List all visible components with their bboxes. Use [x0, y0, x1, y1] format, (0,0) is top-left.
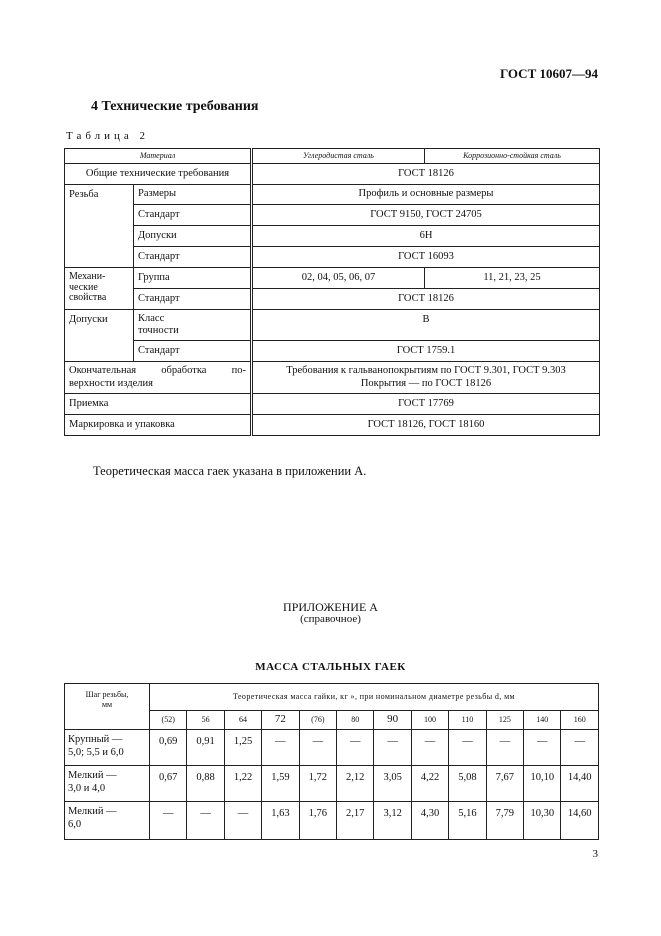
acceptance-label: Приемка	[65, 394, 252, 415]
mass-cell: —	[337, 730, 374, 766]
mass-cell: 5,08	[449, 766, 486, 802]
mass-note: Теоретическая масса гаек указана в приложении А.	[93, 464, 367, 478]
table-label: Таблица 2	[66, 130, 150, 142]
row-step: Мелкий — 6,0	[65, 802, 150, 840]
surface-finish-value: Требования к гальванопокрытиям по ГОСТ 9.301, ГОСТ 9.303 Покрытия — по ГОСТ 18126	[252, 362, 600, 394]
row-step: Мелкий — 3,0 и 4,0	[65, 766, 150, 802]
thread-sizes-value: Профиль и основные размеры	[252, 185, 600, 205]
thread-label: Резьба	[65, 185, 134, 268]
mass-cell: 5,16	[449, 802, 486, 840]
mass-header: Теоретическая масса гайки, кг », при номинальном диаметре резьбы d, мм	[150, 684, 599, 711]
appendix-title: ПРИЛОЖЕНИЕ А	[283, 600, 378, 614]
mechanical-group-carbon: 02, 04, 05, 06, 07	[252, 268, 425, 289]
diameter-header: 100	[411, 711, 448, 730]
diameter-header: 80	[337, 711, 374, 730]
diameter-header: 110	[449, 711, 486, 730]
general-requirements-label: Общие технические требования	[65, 164, 252, 185]
mechanical-group-label: Группа	[134, 268, 252, 289]
mass-cell: 14,40	[561, 766, 599, 802]
mass-cell: —	[150, 802, 187, 840]
thread-sizes-label: Размеры	[134, 185, 252, 205]
mass-cell: 10,10	[524, 766, 561, 802]
surface-finish-label	[65, 362, 252, 394]
document-code: ГОСТ 10607—94	[499, 66, 598, 81]
mass-cell: 1,76	[299, 802, 336, 840]
mass-cell: —	[561, 730, 599, 766]
requirements-table	[64, 148, 600, 436]
mass-cell: 1,59	[262, 766, 299, 802]
diameter-header: 90	[374, 711, 411, 730]
page-number: 3	[592, 848, 598, 860]
mechanical-group-stainless: 11, 21, 23, 25	[425, 268, 600, 289]
diameter-header: 125	[486, 711, 523, 730]
mechanical-standard-value: ГОСТ 18126	[252, 289, 600, 310]
thread-standard-label: Стандарт	[134, 205, 252, 226]
header-material: Материал	[65, 149, 252, 164]
surface-finish-label-line1: Окончательная обработка по-	[69, 364, 246, 376]
mass-cell: 14,60	[561, 802, 599, 840]
header-stainless-steel: Коррозионно-стойкая сталь	[425, 149, 600, 164]
diameter-header: (76)	[299, 711, 336, 730]
marking-label: Маркировка и упаковка	[65, 415, 252, 436]
diameter-header: 56	[187, 711, 224, 730]
mechanical-label: Механи- ческие свойства	[65, 268, 134, 310]
thread-tolerance-value: 6H	[252, 226, 600, 247]
diameter-header: 72	[262, 711, 299, 730]
mass-cell: 4,30	[411, 802, 448, 840]
mass-cell: 1,25	[224, 730, 261, 766]
table-row	[65, 730, 599, 766]
mass-cell: —	[411, 730, 448, 766]
tolerances-standard-label: Стандарт	[134, 341, 252, 362]
accuracy-class-value: В	[252, 310, 600, 341]
accuracy-class-label: Класс точности	[134, 310, 252, 341]
row-step: Крупный — 5,0; 5,5 и 6,0	[65, 730, 150, 766]
appendix-subtitle: (справочное)	[300, 613, 361, 625]
mass-cell: 2,12	[337, 766, 374, 802]
mass-cell: —	[486, 730, 523, 766]
mass-cell: —	[262, 730, 299, 766]
mass-cell: 1,22	[224, 766, 261, 802]
mass-cell: 1,63	[262, 802, 299, 840]
diameter-header: 160	[561, 711, 599, 730]
mass-cell: 2,17	[337, 802, 374, 840]
mass-cell: 4,22	[411, 766, 448, 802]
mass-cell: —	[524, 730, 561, 766]
mass-cell: —	[449, 730, 486, 766]
thread-standard2-label: Стандарт	[134, 247, 252, 268]
thread-standard2-value: ГОСТ 16093	[252, 247, 600, 268]
table-row	[65, 766, 599, 802]
mass-cell: 7,67	[486, 766, 523, 802]
mechanical-standard-label: Стандарт	[134, 289, 252, 310]
mass-cell: —	[374, 730, 411, 766]
mass-cell: 3,12	[374, 802, 411, 840]
marking-value: ГОСТ 18126, ГОСТ 18160	[252, 415, 600, 436]
mass-cell: —	[299, 730, 336, 766]
table-row	[65, 802, 599, 840]
acceptance-value: ГОСТ 17769	[252, 394, 600, 415]
header-carbon-steel: Углеродистая сталь	[252, 149, 425, 164]
mass-cell: 0,88	[187, 766, 224, 802]
step-header: Шаг резьбы, мм	[65, 684, 150, 730]
tolerances-label: Допуски	[65, 310, 134, 362]
thread-tolerance-label: Допуски	[134, 226, 252, 247]
mass-cell: 3,05	[374, 766, 411, 802]
mass-cell: 1,72	[299, 766, 336, 802]
mass-cell: 0,69	[150, 730, 187, 766]
mass-cell: 7,79	[486, 802, 523, 840]
diameter-header: 140	[524, 711, 561, 730]
general-requirements-value: ГОСТ 18126	[252, 164, 600, 185]
mass-table	[64, 683, 599, 840]
section-title: 4 Технические требования	[91, 99, 259, 114]
mass-cell: 0,91	[187, 730, 224, 766]
mass-cell: 10,30	[524, 802, 561, 840]
mass-cell: 0,67	[150, 766, 187, 802]
mass-table-title: МАССА СТАЛЬНЫХ ГАЕК	[255, 661, 406, 673]
thread-standard-value: ГОСТ 9150, ГОСТ 24705	[252, 205, 600, 226]
diameter-header: 64	[224, 711, 261, 730]
mass-cell: —	[187, 802, 224, 840]
diameter-header: (52)	[150, 711, 187, 730]
mass-cell: —	[224, 802, 261, 840]
tolerances-standard-value: ГОСТ 1759.1	[252, 341, 600, 362]
surface-finish-label-line2: верхности изделия	[69, 377, 153, 389]
